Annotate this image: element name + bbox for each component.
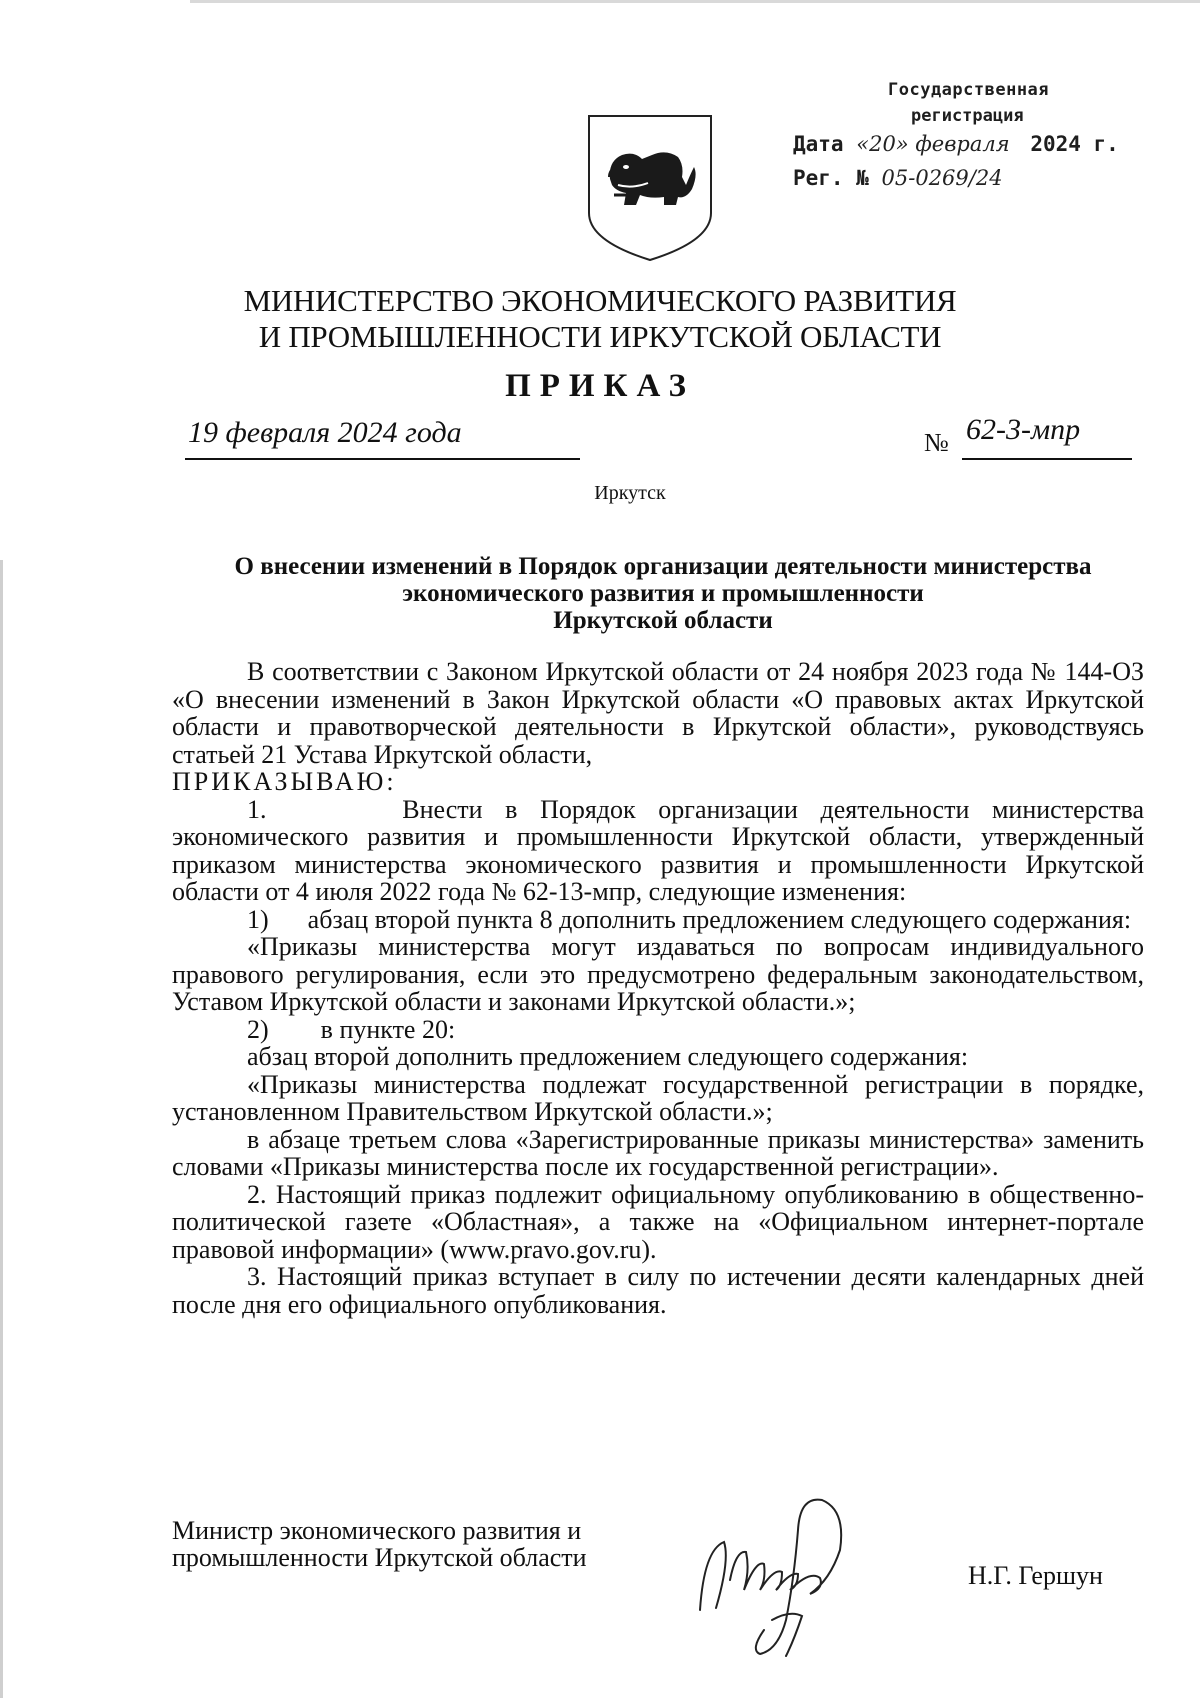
subject-line3: Иркутской области (553, 607, 773, 634)
number-sign: № (924, 428, 949, 457)
signatory-position (172, 1517, 587, 1571)
stamp-date-row (793, 132, 1119, 156)
preamble-paragraph: В соответствии с Законом Иркутской области от 24 ноября 2023 года № 144-ОЗ «О внесении изменений в Закон Иркутской области «О правовых актах Иркутской области и правотворческой деятельности в Иркутской области», руководствуясь статьей 21 Устава Иркутской области, (172, 657, 1144, 769)
item1-number: 1. (247, 794, 267, 824)
signatory-name: Н.Г. Гершун (968, 1561, 1103, 1590)
stamp-line1: Государственная (888, 80, 1050, 100)
ministry-line1: МИНИСТЕРСТВО ЭКОНОМИЧЕСКОГО РАЗВИТИЯ (243, 283, 957, 318)
order-number-handwritten: 62-3-мпр (966, 413, 1081, 446)
sub1-number: 1) (247, 904, 269, 934)
sub1-paragraph (172, 906, 1144, 934)
subject-line1: О внесении изменений в Порядок организации деятельности министерства (234, 553, 1092, 580)
order-word: ПРИКАЗЫВАЮ: (172, 767, 397, 796)
ministry-line2: И ПРОМЫШЛЕННОСТИ ИРКУТСКОЙ ОБЛАСТИ (258, 319, 942, 354)
stamp-reg-row (793, 166, 1003, 190)
stamp-reg-label: Рег. № (793, 166, 869, 190)
number-underline (962, 458, 1132, 460)
sub2-quote: «Приказы министерства подлежат государственной регистрации в порядке, установленном Правительством Иркутской области.»; (172, 1069, 1144, 1126)
date-underline (185, 458, 580, 460)
item1-paragraph (172, 796, 1144, 906)
stamp-date-label: Дата (793, 132, 844, 156)
position-line2: промышленности Иркутской области (172, 1543, 587, 1572)
sub1-text: абзац второй пункта 8 дополнить предложением следующего содержания: (307, 904, 1132, 934)
scan-left-edge (0, 560, 3, 1698)
stamp-reg-handwritten: 05-0269/24 (881, 166, 1003, 190)
order-date-handwritten: 19 февраля 2024 года (188, 416, 462, 449)
order-body (172, 658, 1144, 1318)
sub2-paragraph-b: в абзаце третьем слова «Зарегистрированные приказы министерства» заменить словами «Приказы министерства после их государственной регистрации». (172, 1124, 1144, 1181)
order-subject (172, 553, 1154, 634)
item1-text: Внести в Порядок организации деятельности министерства экономического развития и промышленности Иркутской области, утвержденный приказом министерства экономического развития и промышленности Иркутской области от 4 июля 2022 года № 62-13-мпр, следующие изменения: (172, 794, 1144, 906)
coat-of-arms-icon (586, 113, 714, 263)
handwritten-signature-icon (690, 1490, 870, 1660)
ministry-name (0, 283, 1200, 355)
sub2-paragraph (172, 1016, 1144, 1044)
sub2-number: 2) (247, 1014, 269, 1044)
stamp-date-year: 2024 г. (1030, 132, 1119, 156)
position-line1: Министр экономического развития и (172, 1516, 582, 1545)
stamp-date-handwritten: «20» февраля (856, 132, 1010, 156)
sub2-paragraph-a: абзац второй дополнить предложением следующего содержания: (247, 1042, 969, 1071)
subject-line2: экономического развития и промышленности (402, 580, 924, 607)
document-type-title: ПРИКАЗ (505, 368, 695, 404)
stamp-line2: регистрация (911, 106, 1024, 126)
scan-top-border (190, 0, 1200, 3)
city-name: Иркутск (594, 482, 666, 504)
sub2-text: в пункте 20: (320, 1014, 456, 1044)
item2-paragraph: 2. Настоящий приказ подлежит официальному опубликованию в общественно-политической газете «Областная», а также на «Официальном интернет-портале правовой информации» (www.pravo.gov.ru). (172, 1179, 1144, 1264)
sub1-quote: «Приказы министерства могут издаваться по вопросам индивидуального правового регулирования, если это предусмотрено федеральным законодательством, Уставом Иркутской области и законами Иркутской области.»; (172, 932, 1144, 1016)
item3-paragraph: 3. Настоящий приказ вступает в силу по истечении десяти календарных дней после дня его официального опубликования. (172, 1262, 1144, 1319)
